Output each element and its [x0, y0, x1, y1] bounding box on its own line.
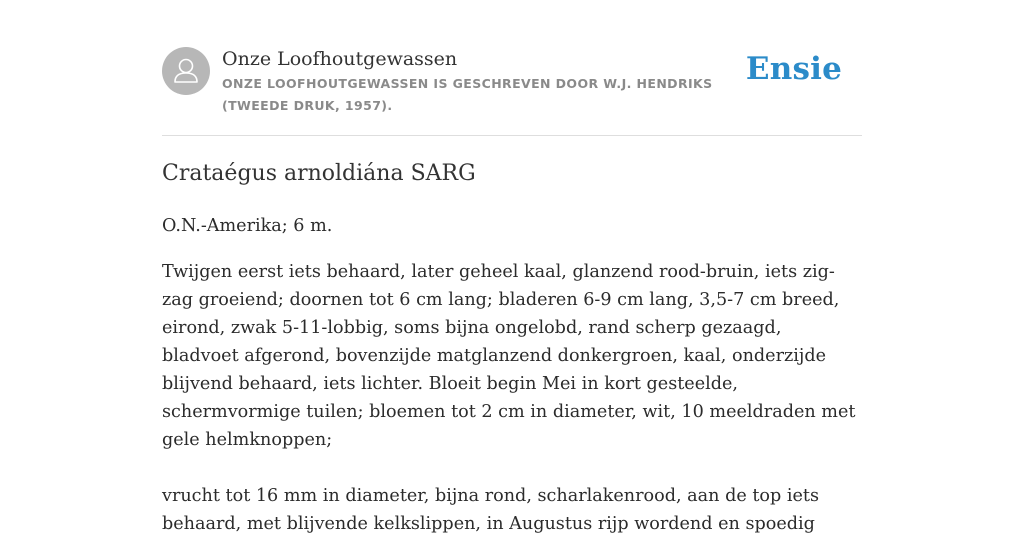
ensie-logo[interactable]: Ensie — [745, 51, 842, 87]
entry-title: Crataégus arnoldiána SARG — [162, 161, 476, 186]
source-header — [162, 47, 862, 135]
user-silhouette-icon — [162, 47, 210, 95]
source-description: ONZE LOOFHOUTGEWASSEN IS GESCHREVEN DOOR W.J. HENDRIKS (TWEEDE DRUK, 1957). — [222, 76, 713, 113]
entry-paragraph-origin: O.N.-Amerika; 6 m. — [162, 216, 333, 236]
entry-content — [162, 156, 862, 538]
entry-paragraph-description: Twijgen eerst iets behaard, later geheel kaal, glanzend rood-bruin, iets zig-zag groeiend; doornen tot 6 cm lang; bladeren 6-9 cm lang, 3,5-7 cm breed, eirond, zwak 5-11-lobbig, soms bijna ongelobd, rand scherp gezaagd, bladvoet afgerond, bovenzijde matglanzend donkergroen, kaal, onderzijde blijvend behaard, iets lichter. Bloeit begin Mei in kort gesteelde, schermvormige tuilen; bloemen tot 2 cm in diameter, wit, 10 meeldraden met gele helmknoppen; — [162, 262, 856, 450]
entry-paragraph-fruit: vrucht tot 16 mm in diameter, bijna rond, scharlakenrood, aan de top iets behaard, met blijvende kelkslippen, in Augustus rijp wordend en spoedig — [162, 486, 819, 534]
header-divider — [162, 135, 862, 136]
source-avatar[interactable] — [162, 47, 210, 95]
source-title[interactable]: Onze Loofhoutgewassen — [222, 48, 458, 70]
